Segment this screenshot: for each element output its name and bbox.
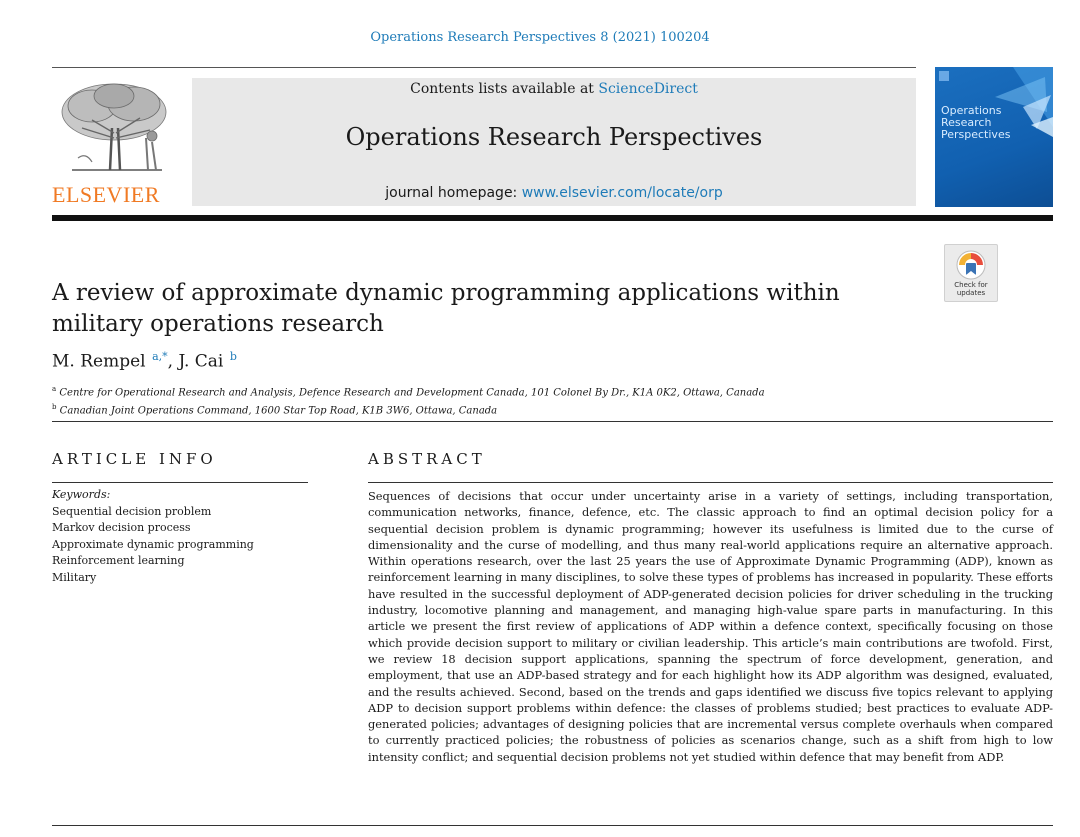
journal-reference[interactable]: Operations Research Perspectives 8 (2021) 100204 <box>370 30 710 45</box>
abstract-heading: ABSTRACT <box>368 450 486 468</box>
affiliation-item <box>52 382 765 400</box>
journal-cover[interactable] <box>935 67 1053 207</box>
author-name[interactable]: J. Cai <box>178 351 224 372</box>
contents-line <box>192 81 916 97</box>
keywords-label: Keywords: <box>52 488 111 501</box>
homepage-line <box>192 185 916 201</box>
check-for-updates-label <box>945 281 997 297</box>
abstract-rule <box>368 482 1053 483</box>
affiliation-mark: a <box>52 385 57 393</box>
author-list <box>52 350 237 372</box>
cover-title-line-1: Operations <box>941 104 1002 117</box>
article-info-rule <box>52 482 308 483</box>
homepage-prefix: journal homepage: <box>385 185 522 201</box>
affiliation-text: Centre for Operational Research and Analysis, Defence Research and Development Canada, 101 Colonel By Dr., K1A 0K2, Ottawa, Canada <box>59 387 765 399</box>
cover-title-line-2: Research <box>941 116 992 129</box>
affiliation-text: Canadian Joint Operations Command, 1600 Star Top Road, K1B 3W6, Ottawa, Canada <box>59 405 498 417</box>
keyword-item: Reinforcement learning <box>52 554 185 567</box>
check-line-2: updates <box>956 289 986 297</box>
abstract-text: Sequences of decisions that occur under uncertainty arise in a variety of settings, including transportation, communication networks, finance, defence, etc. The classic approach to find an optimal decision policy for a sequential decision problem is dynamic programming; however its usefulness is limited due to the curse of dimensionality and the curse of modelling, and thus many real-world applications require an alternative approach. Within operations research, over the last 25 years the use of Approximate Dynamic Programming (ADP), known as reinforcement learning in many disciplines, to solve these types of problems has increased in popularity. These efforts have resulted in the successful deployment of ADP-generated decision policies for driver scheduling in the trucking industry, locomotive planning and management, and managing high-value spare parts in manufacturing. In this article we present the first review of applications of ADP within a defence context, specifically focusing on those which provide decision support to military or civilian leadership. This article’s main contributions are twofold. First, we review 18 decision support applications, spanning the spectrum of force development, generation, and employment, that use an ADP-based strategy and for each highlight how its ADP algorithm was designed, evaluated, and the results achieved. Second, based on the trends and gaps identified we discuss five topics relevant to applying ADP to decision support problems within defence: the classes of problems studied; best practices to evaluate ADP-generated policies; advantages of designing policies that are incremental versus complete overhauls when compared to currently practiced policies; the robustness of policies as scenarios change, such as a shift from high to low intensity conflict; and sequential decision problems not yet studied within defence that may benefit from ADP. <box>368 489 1053 764</box>
elsevier-logo[interactable] <box>52 78 182 206</box>
check-for-updates-badge[interactable] <box>944 244 998 302</box>
author-affiliation-mark[interactable]: a,* <box>152 350 168 363</box>
keyword-item: Approximate dynamic programming <box>52 537 254 551</box>
cover-title-line-3: Perspectives <box>941 128 1011 141</box>
section-divider <box>52 421 1053 422</box>
elsevier-tree-icon <box>52 78 182 178</box>
affiliation-item <box>52 400 765 418</box>
crossmark-icon <box>955 249 987 281</box>
affiliations <box>52 382 765 419</box>
journal-masthead <box>192 78 916 206</box>
sciencedirect-link[interactable]: ScienceDirect <box>598 81 698 97</box>
author-affiliation-mark[interactable]: b <box>229 350 237 363</box>
check-line-1: Check for <box>954 281 988 289</box>
masthead-bottom-rule <box>52 215 1053 221</box>
article-title: A review of approximate dynamic programming applications within military operations research <box>52 280 840 337</box>
keyword-item: Markov decision process <box>52 521 191 534</box>
footer-divider <box>52 825 1053 826</box>
keywords-block <box>52 487 308 586</box>
masthead-top-rule <box>52 67 916 68</box>
publisher-wordmark: ELSEVIER <box>52 182 160 207</box>
author-name[interactable]: M. Rempel <box>52 351 146 372</box>
author-separator: , <box>167 351 179 372</box>
journal-title: Operations Research Perspectives <box>345 123 763 151</box>
keyword-item: Sequential decision problem <box>52 504 212 518</box>
journal-homepage-link[interactable]: www.elsevier.com/locate/orp <box>521 185 723 201</box>
article-info-heading: ARTICLE INFO <box>52 450 217 468</box>
contents-prefix: Contents lists available at <box>410 81 599 97</box>
cover-title <box>941 105 1041 141</box>
keyword-item: Military <box>52 570 97 584</box>
affiliation-mark: b <box>52 403 57 412</box>
